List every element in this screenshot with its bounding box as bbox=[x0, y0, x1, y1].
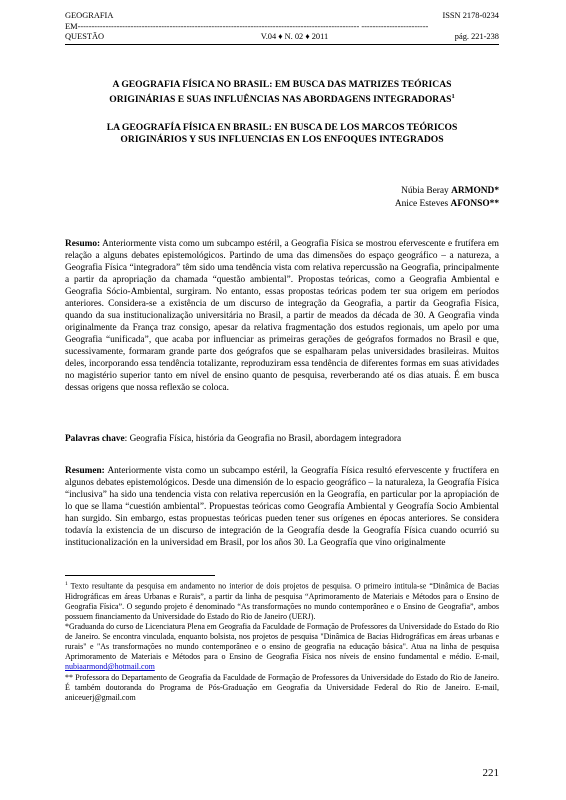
journal-name-line3: QUESTÃO bbox=[65, 32, 105, 41]
title-pt bbox=[65, 79, 499, 106]
footnote-1 bbox=[65, 579, 499, 622]
page-range: pág. 221-238 bbox=[454, 32, 499, 41]
journal-name-line2: EM----------------------------------------------------------------------------------------------------- ------------------------ bbox=[65, 21, 429, 31]
abstract-es bbox=[65, 465, 499, 549]
footnote-3: ** Professora do Departamento de Geografia da Faculdade de Formação de Professores da Universidade do Estado do Rio de Janeiro. É também doutoranda do Programa de Pós-Graduação em Geografia da Universidade Federal do Rio de Janeiro. E-mail, aniceuerj@gmail.com bbox=[65, 672, 499, 702]
journal-name: GEOGRAFIA bbox=[65, 11, 114, 20]
abstract-pt-text: Anteriormente vista como um subcampo estéril, a Geografia Física se mostrou efervescente e frutífera em relação a alguns debates epistemológicos. Partindo de uma das dimensões do espaço geográfico – a natureza, a Geografia Física “integradora” têm sido uma tendência vista com relativa repercussão na Geografia, principalmente a partir da apropriação da chamada “questão ambiental”. Propostas teóricas, como a Geografia Ambiental e Geografia Sócio-Ambiental, surgiram. No entanto, essas propostas teóricas podem ter sua origem em períodos anteriores. Considera-se a existência de um discurso de integração da Geografia, a partir da Geografia Física, quando da sua institucionalização universitária no Brasil, a partir de meados da década de 30. A Geografia vinda originalmente da França traz consigo, apesar da relativa fragmentação dos estudos regionais, um apelo por uma Geografia “unificada”, que acaba por influenciar as primeiras gerações de geógrafos formados no Brasil e que, sucessivamente, formaram grande parte dos geógrafos que se espalharam pelas universidades brasileiras. Muitos deles, incorporando essa tendência totalizante, reproduziram essa tendência de diferentes formas em suas atividades no magistério superior tanto em nível de ensino quanto de pesquisa, reverberando até os dias atuais. É em busca dessas origens que nossa reflexão se coloca. bbox=[65, 239, 499, 393]
author-1-email-link[interactable]: nubiaarmond@hotmail.com bbox=[65, 662, 155, 672]
author-1-given: Núbia Beray bbox=[401, 186, 452, 196]
title-footnote-mark: 1 bbox=[451, 93, 455, 100]
keywords-text: : Geografia Física, história da Geografia no Brasil, abordagem integradora bbox=[124, 434, 402, 444]
volume-issue: V.04 ♦ N. 02 ♦ 2011 bbox=[260, 32, 329, 41]
footnote-2-text: *Graduanda do curso de Licenciatura Plena em Geografia da Faculdade de Formação de Professores da Universidade do Estado do Rio de Janeiro. Se encontra vinculada, enquanto bolsista, nos projetos de pesquisa "Dinâmica de Bacias Hidrográficas em áreas urbanas e rurais" e "As transformações no mundo contemporâneo e o ensino de geografia na educação básica". Atua na linha de pesquisa Aprimoramento de Materiais e Métodos para o Ensino de Geografia Física nos níveis de ensino fundamental e médio. E-mail, bbox=[65, 622, 499, 662]
abstract-es-text: Anteriormente vista como un subcampo estéril, la Geografía Física resultó efervescente y fructífera en algunos debates epistemológicos. Desde una dimensión de lo espacio geográfico – la naturaleza, la Geografía Física “inclusiva” ha sido una tendencia vista con relativa repercusión en la Geografía, en particular por la apropiación de lo que se llama “cuestión ambiental”. Propuestas teóricas como Geografía Ambiental y Geografía Socio Ambiental han surgido. Sin embargo, estas propuestas teóricas pueden tener sus orígenes en épocas anteriores. Se considera todavía la existencia de un discurso de integración de la Geografía desde la Geografía Física cuando ocurrió su institucionalización en la universidad em Brasil, por los años 30. La Geografía que vino originalmente bbox=[65, 466, 499, 548]
footnotes bbox=[65, 579, 499, 703]
footnote-separator bbox=[65, 575, 215, 576]
page-number: 221 bbox=[482, 767, 499, 779]
author-2 bbox=[199, 198, 499, 211]
title-es-line1: LA GEOGRAFÍA FÍSICA EN BRASIL: EN BUSCA DE LOS MARCOS TEÓRICOS bbox=[106, 122, 458, 133]
footnote-1-text: Texto resultante da pesquisa em andamento no interior de dois projetos de pesquisa. O primeiro intitula-se “Dinâmica de Bacias Hidrográficas em áreas Urbanas e Rurais”, a partir da linha de pesquisa “Aprimoramento de Materiais e Métodos para o Ensino de Geografia Física”. O segundo projeto é denominado “As transformações no mundo contemporâneo e o Ensino de Geografia”, ambos possuem financiamento da Universidade do Estado do Rio de Janeiro (UERJ). bbox=[65, 581, 499, 621]
author-list bbox=[199, 185, 499, 210]
abstract-es-label: Resumen: bbox=[65, 466, 105, 476]
running-header bbox=[65, 11, 499, 45]
abstract-pt bbox=[65, 238, 499, 394]
keywords-label: Palavras chave bbox=[65, 434, 125, 444]
issn: ISSN 2178-0234 bbox=[442, 11, 499, 20]
author-2-family: AFONSO bbox=[450, 198, 490, 209]
keywords-pt bbox=[65, 433, 499, 445]
title-pt-line1: A GEOGRAFIA FÍSICA NO BRASIL: EM BUSCA DAS MATRIZES TEÓRICAS bbox=[112, 79, 452, 90]
title-es-line2: ORIGINÁRIOS Y SUS INFLUENCIAS EN LOS ENFOQUES INTEGRADOS bbox=[120, 134, 444, 145]
author-2-mark: ** bbox=[489, 198, 499, 209]
author-1-family: ARMOND bbox=[451, 186, 495, 196]
author-1-mark: * bbox=[494, 186, 499, 196]
title-pt-line2: ORIGINÁRIAS E SUAS INFLUÊNCIAS NAS ABORDAGENS INTEGRADORAS bbox=[109, 94, 452, 106]
abstract-pt-label: Resumo: bbox=[65, 239, 101, 249]
title-pt-line2-wrap bbox=[65, 91, 499, 106]
footnote-2 bbox=[65, 622, 499, 672]
author-2-given: Anice Esteves bbox=[394, 198, 451, 209]
title-es bbox=[65, 122, 499, 146]
footnote-1-mark: 1 bbox=[65, 581, 68, 587]
author-1 bbox=[199, 185, 499, 198]
